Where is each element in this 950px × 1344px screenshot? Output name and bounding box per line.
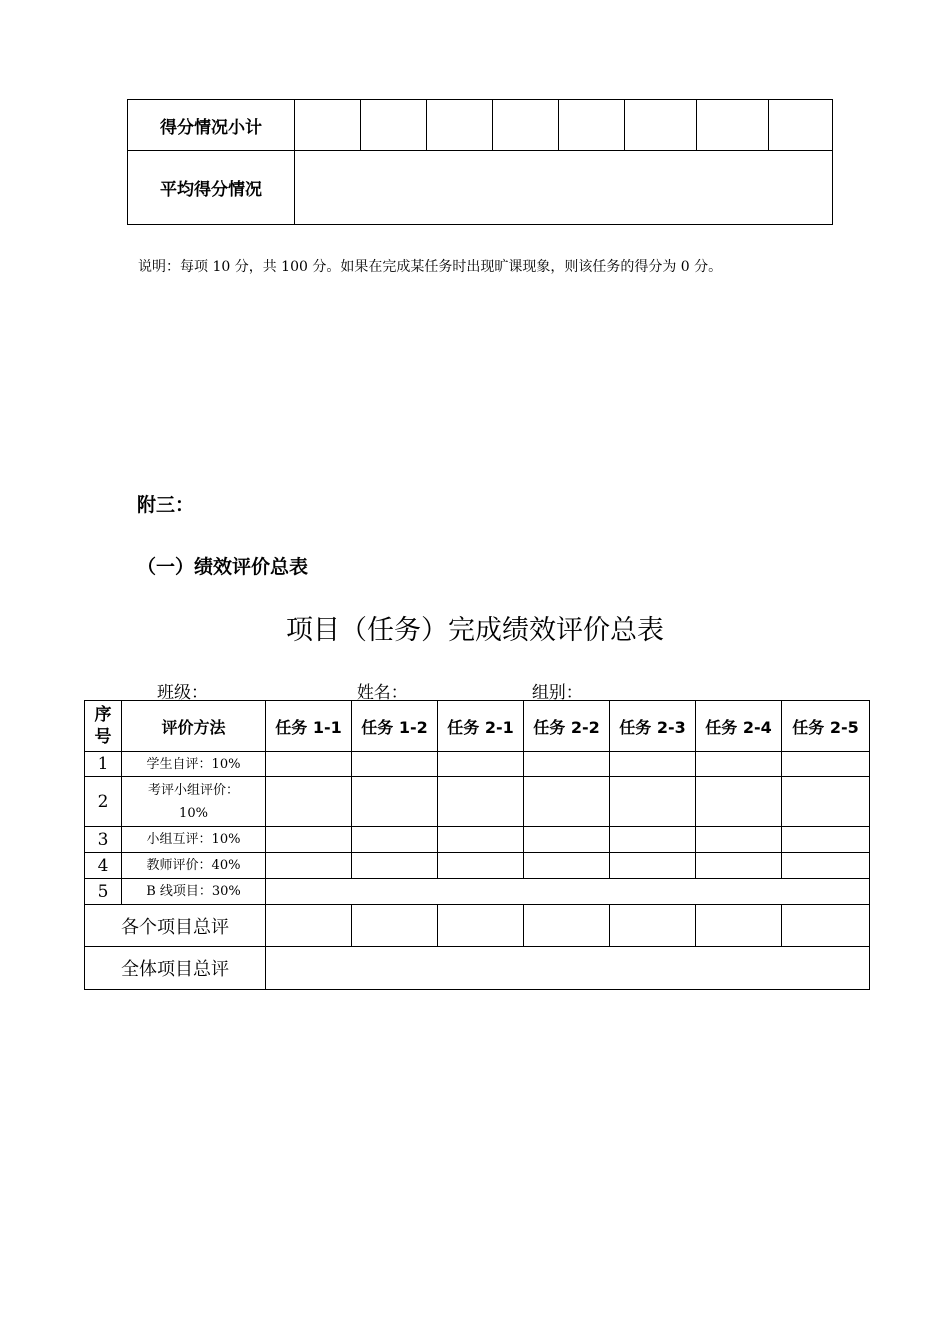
overall-total-row <box>85 947 870 990</box>
score-cell[interactable] <box>352 905 438 947</box>
method-cell: 教师评价：40% <box>122 853 266 879</box>
score-cell[interactable] <box>697 100 769 151</box>
task-header: 任务 2-1 <box>438 701 524 752</box>
method-cell: 考评小组评价： 10% <box>122 777 266 827</box>
row-number: 1 <box>85 752 122 777</box>
seq-header: 序 号 <box>85 701 122 752</box>
score-cell[interactable] <box>438 752 524 777</box>
header-row <box>85 701 870 752</box>
row-number: 3 <box>85 827 122 853</box>
score-cell[interactable] <box>352 752 438 777</box>
subtotal-label: 得分情况小计 <box>128 100 295 151</box>
score-cell[interactable] <box>438 777 524 827</box>
evaluation-summary-table <box>84 700 870 990</box>
table-row <box>85 879 870 905</box>
score-cell[interactable] <box>493 100 559 151</box>
task-header: 任务 2-4 <box>696 701 782 752</box>
section-heading: （一）绩效评价总表 <box>137 556 309 578</box>
average-label: 平均得分情况 <box>128 151 295 225</box>
score-cell[interactable] <box>266 905 352 947</box>
score-cell[interactable] <box>696 853 782 879</box>
table-row <box>85 752 870 777</box>
score-cell[interactable] <box>782 853 870 879</box>
b-line-score-cell[interactable] <box>266 879 870 905</box>
class-label: 班级： <box>157 683 208 703</box>
score-cell[interactable] <box>266 752 352 777</box>
group-field[interactable] <box>583 682 736 701</box>
score-cell[interactable] <box>696 905 782 947</box>
score-cell[interactable] <box>782 777 870 827</box>
score-cell[interactable] <box>610 777 696 827</box>
method-header: 评价方法 <box>122 701 266 752</box>
average-row <box>128 151 833 225</box>
score-cell[interactable] <box>361 100 427 151</box>
appendix-heading: 附三： <box>137 494 195 516</box>
row-number: 4 <box>85 853 122 879</box>
project-total-label: 各个项目总评 <box>85 905 266 947</box>
score-cell[interactable] <box>438 905 524 947</box>
score-summary-table <box>127 99 833 225</box>
score-cell[interactable] <box>610 905 696 947</box>
score-cell[interactable] <box>610 752 696 777</box>
score-cell[interactable] <box>438 827 524 853</box>
project-total-row <box>85 905 870 947</box>
class-field[interactable] <box>208 682 341 701</box>
table-row <box>85 853 870 879</box>
score-cell[interactable] <box>782 905 870 947</box>
overall-total-label: 全体项目总评 <box>85 947 266 990</box>
score-cell[interactable] <box>427 100 493 151</box>
score-cell[interactable] <box>559 100 625 151</box>
score-cell[interactable] <box>610 827 696 853</box>
score-cell[interactable] <box>769 100 833 151</box>
score-cell[interactable] <box>352 853 438 879</box>
score-cell[interactable] <box>696 827 782 853</box>
score-cell[interactable] <box>438 853 524 879</box>
score-cell[interactable] <box>524 853 610 879</box>
score-cell[interactable] <box>610 853 696 879</box>
row-number: 5 <box>85 879 122 905</box>
task-header: 任务 2-5 <box>782 701 870 752</box>
method-cell: B 线项目：30% <box>122 879 266 905</box>
average-score-cell[interactable] <box>295 151 833 225</box>
task-header: 任务 2-2 <box>524 701 610 752</box>
table-row <box>85 827 870 853</box>
score-cell[interactable] <box>625 100 697 151</box>
score-cell[interactable] <box>352 777 438 827</box>
task-header: 任务 1-1 <box>266 701 352 752</box>
subtotal-row <box>128 100 833 151</box>
page-title: 项目（任务）完成绩效评价总表 <box>286 615 664 646</box>
name-label: 姓名： <box>356 683 408 703</box>
score-cell[interactable] <box>524 777 610 827</box>
scoring-note: 说明：每项 10 分，共 100 分。如果在完成某任务时出现旷课现象，则该任务的得分为 0 分。 <box>138 259 723 275</box>
score-cell[interactable] <box>352 827 438 853</box>
method-cell: 学生自评：10% <box>122 752 266 777</box>
score-cell[interactable] <box>266 777 352 827</box>
row-number: 2 <box>85 777 122 827</box>
task-header: 任务 2-3 <box>610 701 696 752</box>
score-cell[interactable] <box>524 827 610 853</box>
score-cell[interactable] <box>524 752 610 777</box>
score-cell[interactable] <box>696 752 782 777</box>
score-cell[interactable] <box>696 777 782 827</box>
score-cell[interactable] <box>524 905 610 947</box>
table-row <box>85 777 870 827</box>
score-cell[interactable] <box>266 853 352 879</box>
group-label: 组别： <box>531 683 583 703</box>
name-field[interactable] <box>408 682 532 701</box>
task-header: 任务 1-2 <box>352 701 438 752</box>
score-cell[interactable] <box>782 827 870 853</box>
score-cell[interactable] <box>782 752 870 777</box>
score-cell[interactable] <box>266 827 352 853</box>
overall-score-cell[interactable] <box>266 947 870 990</box>
method-cell: 小组互评：10% <box>122 827 266 853</box>
score-cell[interactable] <box>295 100 361 151</box>
